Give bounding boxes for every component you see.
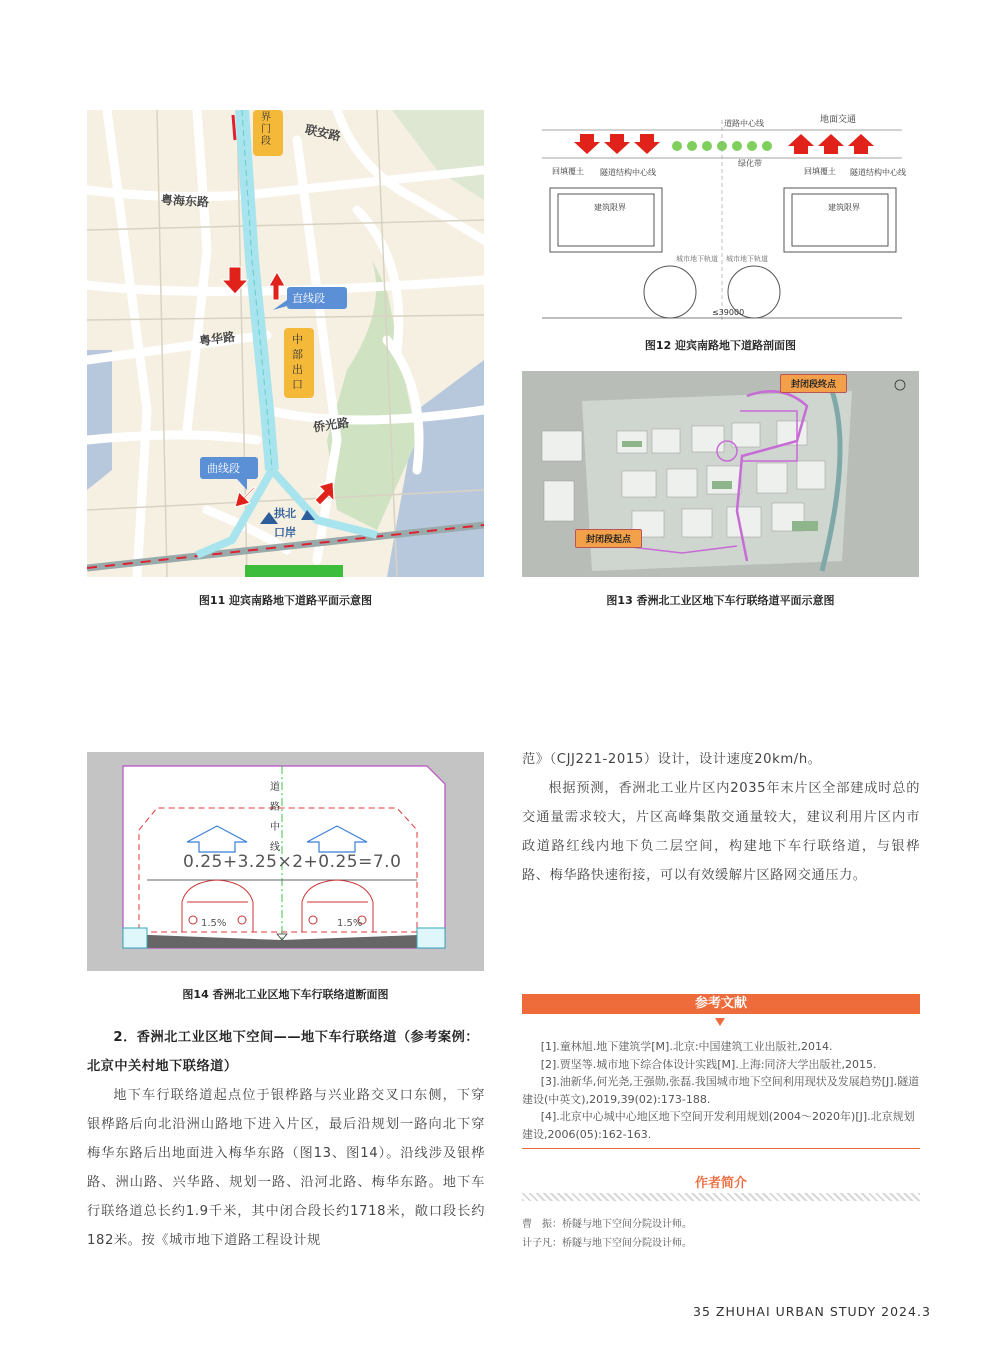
badge-closed-section-start: 封闭段起点 [575, 529, 642, 548]
map-label-middle-exit: 中部出口 [292, 333, 303, 391]
references-list [522, 1038, 922, 1143]
map-label-straight-section: 直线段 [292, 292, 325, 305]
figure-12-caption: 图12 迎宾南路地下道路剖面图 [644, 339, 797, 352]
badge-closed-section-end: 封闭段终点 [780, 374, 847, 393]
label-road-centerline: 道路中心线 [724, 119, 764, 128]
right-column-body [522, 745, 920, 890]
figure-12-section [522, 110, 919, 330]
section-heading [87, 1023, 485, 1081]
reference-item: [2].贾坚等.城市地下综合体设计实践[M].上海:同济大学出版社,2015. [540, 1057, 877, 1071]
authors-hatch-divider [522, 1193, 920, 1201]
label-road-center: 道路中线 [270, 782, 280, 853]
label-ground-traffic: 地面交通 [820, 115, 857, 125]
label-clearance-right: 建筑限界 [828, 203, 860, 212]
map-label-yuehai-road: 粤海东路 [160, 192, 210, 210]
label-axis-left: 隧道结构中心线 [600, 168, 656, 177]
author-item: 曹 振：桥隧与地下空间分院设计师。 [522, 1219, 692, 1230]
figure-13-aerial [522, 371, 919, 577]
map-label-port: 口岸 [274, 526, 296, 539]
map-label-curve-section: 曲线段 [207, 462, 240, 475]
label-width-formula: 0.25+3.25×2+0.25=7.0 [183, 852, 402, 872]
paragraph-continued: 范》（CJJ221-2015）设计，设计速度20km/h。 [522, 752, 822, 767]
label-fill-right: 回填覆土 [804, 167, 836, 176]
references-heading: 参考文献 [522, 994, 920, 1014]
authors-heading: 作者简介 [694, 1176, 747, 1191]
figure-14-section [87, 752, 484, 971]
map-label-lianan-road: 联安路 [303, 122, 342, 144]
map-label-yuehua-road: 粤华路 [198, 329, 236, 349]
reference-item: [1].童林旭.地下建筑学[M].北京:中国建筑工业出版社,2014. [540, 1040, 833, 1053]
reference-item: [4].北京中心城中心地区地下空间开发利用规划(2004～2020年)[J].北京规划建设,2006(05):162-163. [522, 1110, 915, 1141]
map-label-qiaoguang-road: 侨光路 [312, 415, 350, 435]
reference-item: [3].油新华,何光尧,王强勋,张磊.我国城市地下空间利用现状及发展趋势[J].隧道建设(中英文),2019,39(02):173-188. [522, 1075, 920, 1106]
label-slope-left: 1.5% [201, 918, 227, 929]
author-item: 计子凡：桥隧与地下空间分院设计师。 [522, 1238, 692, 1249]
page-footer: 35 ZHUHAI URBAN STUDY 2024.3 [693, 1304, 931, 1319]
figure-11-map [87, 110, 484, 577]
section-heading-text: 2．香洲北工业区地下空间——地下车行联络道（参考案例：北京中关村地下联络道） [87, 1030, 479, 1074]
figure-14-caption: 图14 香洲北工业区地下车行联络道断面图 [182, 988, 389, 1001]
section-body [87, 1081, 485, 1255]
label-slope-right: 1.5% [337, 918, 363, 929]
label-axis-right: 隧道结构中心线 [850, 168, 906, 177]
paragraph-1: 地下车行联络道起点位于银桦路与兴业路交叉口东侧，下穿银桦路后向北沿洲山路地下进入片区，最后沿规划一路向北下穿梅华东路后出地面进入梅华东路（图13、图14）。沿线涉及银桦路、洲山路、兴华路、规划一路、沿河北路、梅华东路。地下车行联络道总长约1.9千米，其中闭合段长约1718米，敞口段长约182米。按《城市地下道路工程设计规 [87, 1088, 485, 1248]
references-divider [522, 1148, 920, 1149]
label-green-belt: 绿化带 [738, 159, 762, 168]
label-total-width: ≤39000 [712, 308, 745, 317]
label-rail-right: 城市地下轨道 [726, 255, 768, 263]
map-label-gongbei: 拱北 [274, 507, 296, 520]
authors-list [522, 1215, 692, 1253]
label-fill-left: 回填覆土 [552, 167, 584, 176]
label-rail-left: 城市地下轨道 [676, 255, 718, 263]
references-triangle-icon [715, 1018, 725, 1026]
label-clearance-left: 建筑限界 [594, 203, 626, 212]
section-drawing [522, 110, 919, 330]
map-label-jiemen-section: 界门段 [261, 112, 271, 147]
figure-13-caption: 图13 香洲北工业区地下车行联络道平面示意图 [606, 594, 835, 607]
paragraph-2: 根据预测，香洲北工业片区内2035年末片区全部建成时总的交通量需求较大，片区高峰集散交通量较大，建议利用片区内市政道路红线内地下负二层空间，构建地下车行联络道，与银桦路、梅华路快速衔接，可以有效缓解片区路网交通压力。 [522, 781, 920, 883]
figure-11-caption: 图11 迎宾南路地下道路平面示意图 [198, 594, 373, 607]
